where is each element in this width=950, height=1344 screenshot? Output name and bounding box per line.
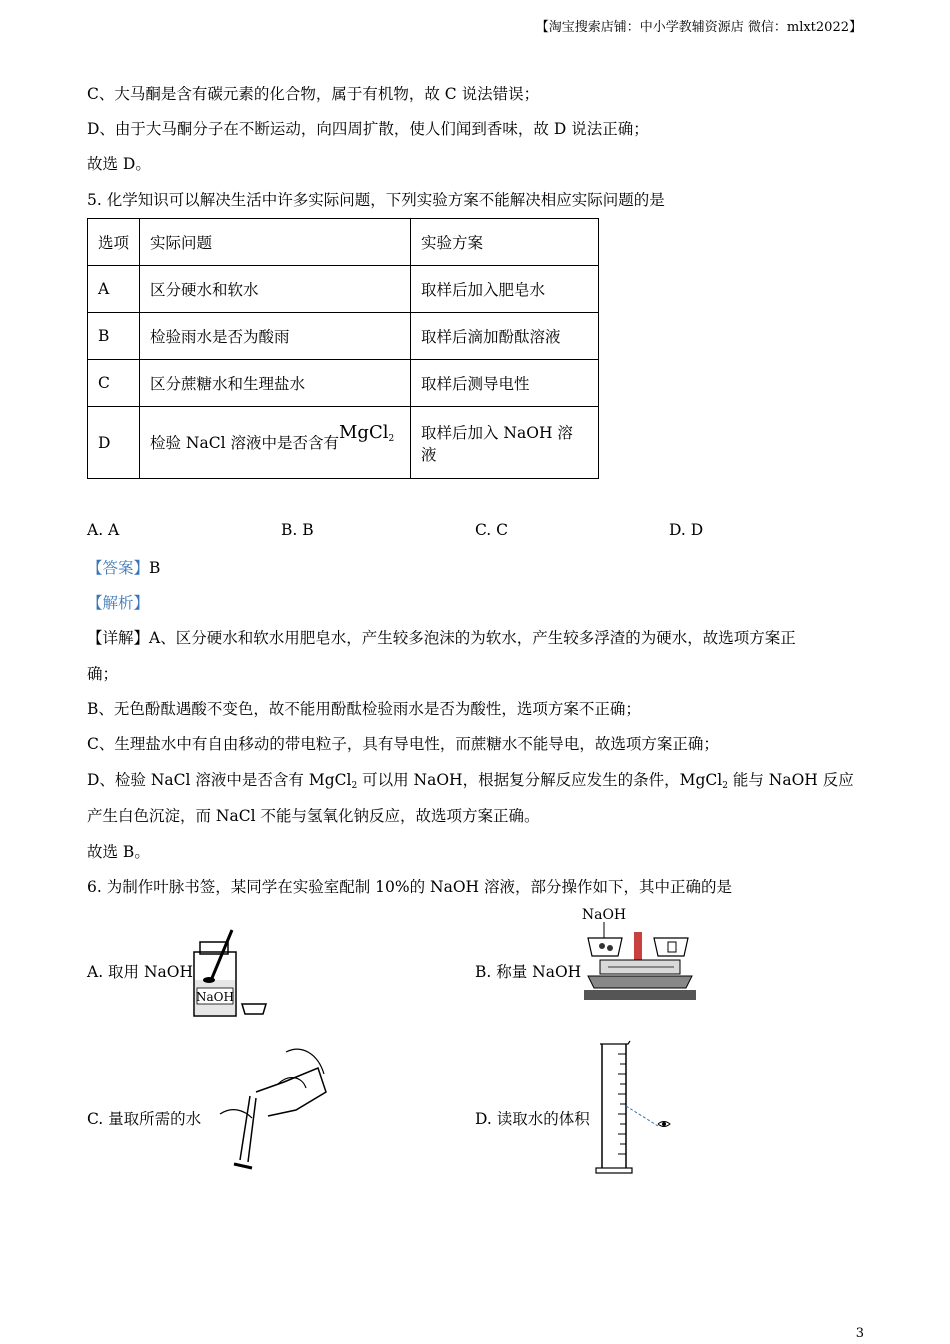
- detail-a-cont: 确；: [87, 665, 119, 683]
- prev-conclusion: 故选 D。: [87, 155, 151, 173]
- row-d-problem-text: 检验 NaCl 溶液中是否含有: [150, 434, 339, 452]
- answer-value: B: [149, 559, 161, 577]
- graduated-cylinder-illustration: [596, 1040, 682, 1175]
- table-header-plan: 实验方案: [411, 219, 599, 266]
- table-cell-plan: 取样后加入 NaOH 溶液: [411, 407, 599, 479]
- detail-d-sub1: 2: [351, 781, 358, 791]
- table-row: [88, 360, 599, 407]
- table-header-problem: 实际问题: [140, 219, 411, 266]
- bottle-label: NaOH: [196, 990, 234, 1004]
- answer-line: [87, 556, 160, 578]
- table-cell-plan: 取样后加入肥皂水: [411, 266, 599, 313]
- table-cell-option: B: [88, 313, 140, 360]
- q5-stem: 5. 化学知识可以解决生活中许多实际问题，下列实验方案不能解决相应实际问题的是: [87, 191, 665, 209]
- balance-illustration: [578, 904, 700, 1020]
- table-cell-problem: 区分蔗糖水和生理盐水: [140, 360, 411, 407]
- table-header-option: 选项: [88, 219, 140, 266]
- analysis-tag: 【解析】: [87, 594, 150, 612]
- choice-d: D. D: [669, 521, 704, 539]
- table-cell-problem: 区分硬水和软水: [140, 266, 411, 313]
- q6-stem: 6. 为制作叶脉书签，某同学在实验室配制 10%的 NaOH 溶液，部分操作如下，其中正确的是: [87, 878, 732, 896]
- reagent-bottle-illustration: [190, 928, 270, 1020]
- row-d-formula: [339, 422, 394, 443]
- table-cell-option: D: [88, 407, 140, 479]
- answer-tag: 【答案】: [87, 559, 150, 577]
- q6-option-c: C. 量取所需的水: [87, 1110, 202, 1128]
- q5-conclusion: 故选 B。: [87, 843, 150, 861]
- detail-d-sub2: 2: [722, 781, 728, 791]
- table-cell-problem: [140, 407, 411, 479]
- table-row: [88, 266, 599, 313]
- table-cell-option: A: [88, 266, 140, 313]
- table-header-row: [88, 219, 599, 266]
- detail-d-cont: 产生白色沉淀，而 NaCl 不能与氢氧化钠反应，故选项方案正确。: [87, 807, 540, 825]
- table-row: [88, 407, 599, 479]
- balance-label: NaOH: [581, 907, 627, 923]
- choice-a: A. A: [87, 521, 120, 539]
- detail-d-part1: D、检验 NaCl 溶液中是否含有 MgCl: [87, 771, 352, 789]
- detail-d: [87, 768, 854, 791]
- formula-mgcl: MgCl: [338, 422, 389, 443]
- prev-line-c: C、大马酮是含有碳元素的化合物，属于有机物，故 C 说法错误；: [87, 85, 540, 103]
- detail-d-part3: 能与 NaOH 反应: [727, 771, 854, 789]
- q6-option-b: B. 称量 NaOH: [475, 963, 582, 981]
- detail-b: B、无色酚酞遇酸不变色，故不能用酚酞检验雨水是否为酸性，选项方案不正确；: [87, 700, 641, 718]
- q6-option-d: D. 读取水的体积: [475, 1110, 590, 1128]
- formula-subscript: 2: [388, 434, 395, 444]
- table-cell-problem: 检验雨水是否为酸雨: [140, 313, 411, 360]
- detail-a: 【详解】A、区分硬水和软水用肥皂水，产生较多泡沫的为软水，产生较多浮渣的为硬水，故选项方案正: [87, 629, 796, 647]
- q5-table: [87, 218, 599, 479]
- page-number: 3: [855, 1326, 864, 1341]
- choice-b: B. B: [281, 521, 314, 539]
- choice-c: C. C: [475, 521, 509, 539]
- page-header: 【淘宝搜索店铺：中小学教辅资源店 微信：mlxt2022】: [535, 20, 862, 35]
- prev-line-d: D、由于大马酮分子在不断运动，向四周扩散，使人们闻到香味，故 D 说法正确；: [87, 120, 649, 138]
- table-cell-plan: 取样后测导电性: [411, 360, 599, 407]
- table-row: [88, 313, 599, 360]
- detail-c: C、生理盐水中有自由移动的带电粒子，具有导电性，而蔗糖水不能导电，故选项方案正确；: [87, 735, 719, 753]
- table-cell-option: C: [88, 360, 140, 407]
- table-cell-plan: 取样后滴加酚酞溶液: [411, 313, 599, 360]
- q6-option-a: A. 取用 NaOH: [87, 963, 194, 981]
- pouring-water-illustration: [206, 1044, 331, 1176]
- detail-d-part2: 可以用 NaOH，根据复分解反应发生的条件，MgCl: [357, 771, 723, 789]
